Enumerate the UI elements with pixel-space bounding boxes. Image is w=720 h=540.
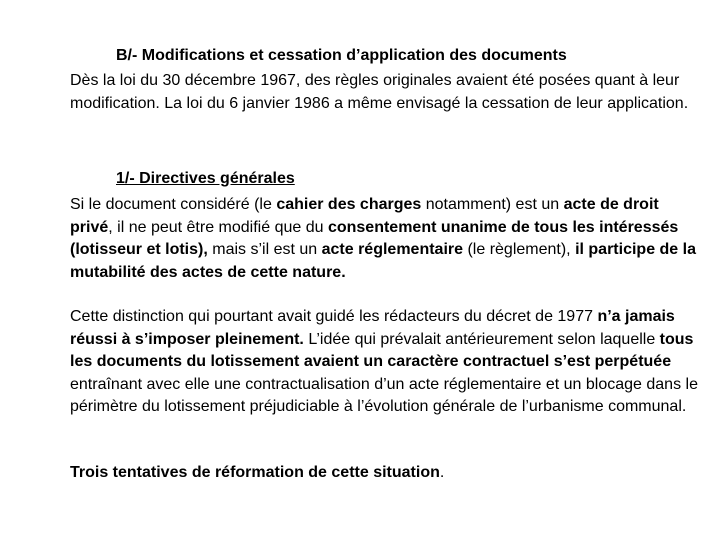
paragraph-directives: [70, 194, 700, 284]
text-run: Cette distinction qui pourtant avait guidé les rédacteurs du décret de 1977: [70, 308, 598, 325]
text-run: mais s’il est un: [207, 241, 322, 258]
bold-run: acte de droit privé: [70, 196, 659, 236]
text-run: notamment) est un: [421, 196, 564, 213]
subsection-title: 1/- Directives générales: [116, 170, 295, 187]
text-run: (le règlement),: [463, 241, 576, 258]
bold-run: Trois tentatives de réformation de cette situation: [70, 464, 440, 481]
bold-run: il participe de la mutabilité des actes de cette nature.: [70, 241, 696, 281]
section-title: B/- Modifications et cessation d’application des documents: [116, 47, 567, 64]
bold-run: cahier des charges: [276, 196, 422, 213]
text-run: L’idée qui prévalait antérieurement selon laquelle: [303, 330, 660, 348]
paragraph-distinction: [70, 306, 700, 419]
text-run: .: [439, 464, 445, 481]
bold-run: tous les documents du lotissement avaient un caractère contractuel s’est perpétuée: [70, 330, 694, 370]
text-run: Si le document considéré (le: [70, 196, 277, 213]
intro-paragraph: Dès la loi du 30 décembre 1967, des règles originales avaient été posées quant à leur modification. La loi du 6 janvier 1986 a même envisagé la cessation de leur application.: [70, 72, 689, 112]
text-run: entraînant avec elle une contractualisation d’un acte réglementaire et un blocage dans le périmètre du lotissement préjudiciable à l’évolution générale de l’urbanisme communal.: [70, 375, 698, 415]
text-run: , il ne peut être modifié que du: [108, 218, 328, 236]
paragraph-conclusion: [70, 462, 700, 485]
bold-run: consentement unanime de tous les intéressés (lotisseur et lotis),: [70, 218, 679, 258]
bold-run: n’a jamais réussi à s’imposer pleinement.: [70, 308, 675, 348]
bold-run: acte réglementaire: [321, 241, 464, 258]
